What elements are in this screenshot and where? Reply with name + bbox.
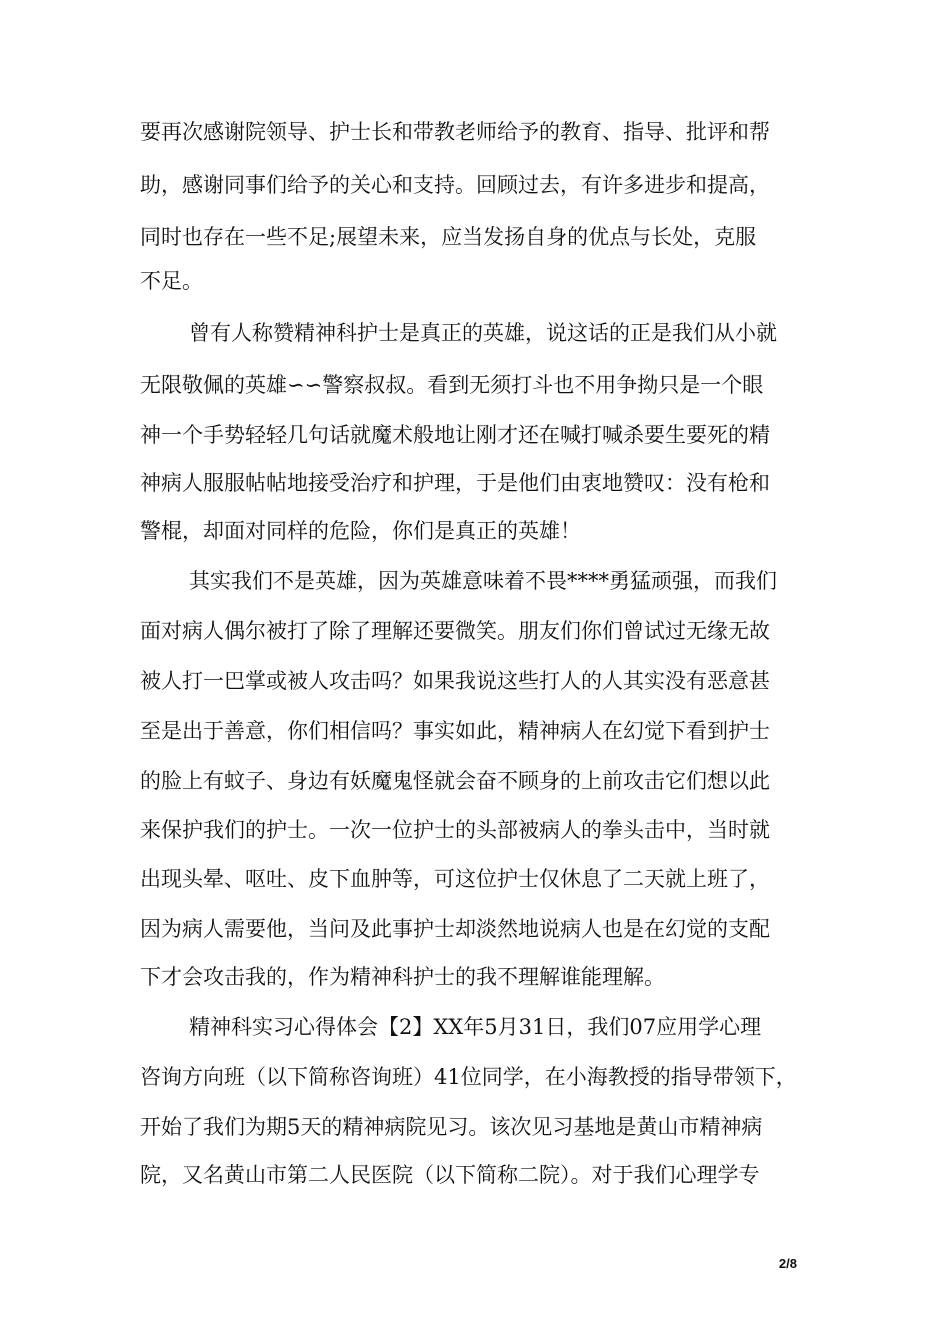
- text-line: 同时也存在一些不足;展望未来，应当发扬自身的优点与长处，克服: [140, 225, 757, 249]
- text-line: 无限敬佩的英雄∽∽警察叔叔。看到无须打斗也不用争拗只是一个眼: [140, 373, 764, 397]
- text-line: 要再次感谢院领导、护士长和带教老师给予的教育、指导、批评和帮: [140, 120, 770, 144]
- text-line: 来保护我们的护士。一次一位护士的头部被病人的拳头击中，当时就: [140, 818, 770, 842]
- text-line: 院，又名黄山市第二人民医院（以下简称二院）。对于我们心理学专: [140, 1163, 760, 1187]
- text-line: 出现头晕、呕吐、皮下血肿等，可这位护士仅休息了二天就上班了，: [140, 867, 770, 891]
- text-line: 面对病人偶尔被打了除了理解还要微笑。朋友们你们曾试过无缘无故: [140, 619, 770, 643]
- text-line: 精神科实习心得体会【2】XX年5月31日，我们07应用学心理: [189, 1015, 762, 1039]
- text-line: 至是出于善意，你们相信吗？事实如此，精神病人在幻觉下看到护士: [140, 719, 770, 743]
- text-line: 不足。: [140, 269, 203, 293]
- page-number: 2/8: [778, 1256, 797, 1271]
- text-line: 神一个手势轻轻几句话就魔术般地让刚才还在喊打喊杀要生要死的精: [140, 423, 770, 447]
- text-line: 的脸上有蚊子、身边有妖魔鬼怪就会奋不顾身的上前攻击它们想以此: [140, 769, 770, 793]
- text-line: 咨询方向班（以下简称咨询班）41位同学，在小海教授的指导带领下，: [140, 1065, 797, 1089]
- text-line: 其实我们不是英雄，因为英雄意味着不畏****勇猛顽强，而我们: [189, 569, 777, 593]
- text-line: 开始了我们为期5天的精神病院见习。该次见习基地是黄山市精神病: [140, 1115, 763, 1139]
- text-line: 下才会攻击我的，作为精神科护士的我不理解谁能理解。: [140, 965, 665, 989]
- text-line: 曾有人称赞精神科护士是真正的英雄，说这话的正是我们从小就: [189, 321, 777, 345]
- text-line: 被人打一巴掌或被人攻击吗？如果我说这些打人的人其实没有恶意甚: [140, 669, 770, 693]
- text-line: 警棍，却面对同样的危险，你们是真正的英雄！: [140, 519, 581, 543]
- text-line: 助，感谢同事们给予的关心和支持。回顾过去，有许多进步和提高，: [140, 173, 770, 197]
- text-line: 神病人服服帖帖地接受治疗和护理，于是他们由衷地赞叹：没有枪和: [140, 471, 770, 495]
- text-line: 因为病人需要他，当问及此事护士却淡然地说病人也是在幻觉的支配: [140, 917, 770, 941]
